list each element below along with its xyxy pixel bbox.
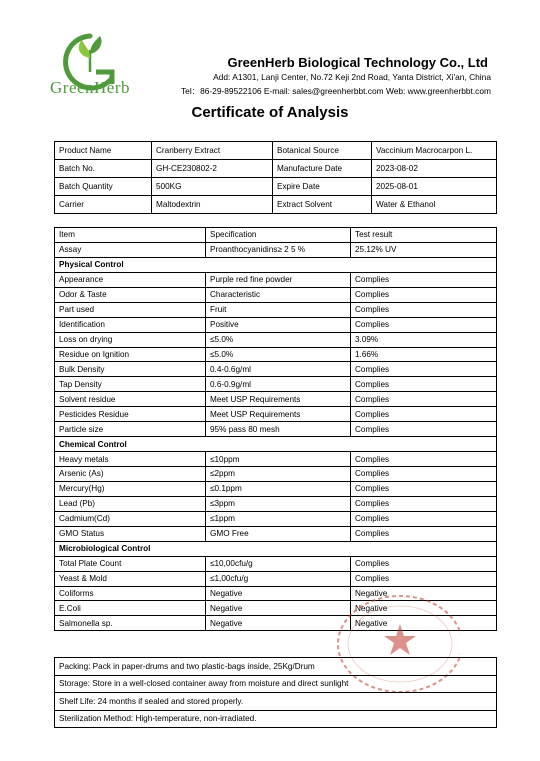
spec-result: Complies [351, 272, 497, 287]
spec-row [55, 422, 497, 437]
spec-specification: GMO Free [206, 526, 351, 541]
spec-row [55, 317, 497, 332]
spec-specification: Meet USP Requirements [206, 407, 351, 422]
spec-item: Lead (Pb) [55, 496, 206, 511]
spec-item: Part used [55, 302, 206, 317]
footer-note: Storage: Store in a well-closed container away from moisture and direct sunlight [55, 675, 497, 693]
spec-table [54, 227, 497, 631]
spec-result: Complies [351, 422, 497, 437]
spec-item: Salmonella sp. [55, 616, 206, 631]
spec-result: Negative [351, 586, 497, 601]
footer-row [55, 693, 497, 711]
spec-specification: Fruit [206, 302, 351, 317]
spec-row [55, 362, 497, 377]
spec-specification: Purple red fine powder [206, 272, 351, 287]
spec-row [55, 272, 497, 287]
footer-note: Packing: Pack in paper-drums and two plastic-bags inside, 25Kg/Drum [55, 658, 497, 676]
spec-section-row [55, 541, 497, 556]
spec-specification: ≤0.1ppm [206, 481, 351, 496]
info-row [55, 160, 497, 178]
spec-result: Complies [351, 362, 497, 377]
info-label: Expire Date [273, 178, 372, 196]
spec-result: Complies [351, 377, 497, 392]
footer-note: Sterilization Method: High-temperature, non-irradiated. [55, 710, 497, 728]
spec-result: Negative [351, 601, 497, 616]
spec-result: Complies [351, 287, 497, 302]
spec-header-specification: Specification [206, 228, 351, 243]
spec-result: 25.12% UV [351, 242, 497, 257]
info-label: Batch Quantity [55, 178, 152, 196]
spec-row [55, 332, 497, 347]
spec-specification: Proanthocyanidins≥ 2 5 % [206, 242, 351, 257]
spec-result: Complies [351, 317, 497, 332]
spec-row [55, 242, 497, 257]
spec-section-label: Chemical Control [55, 437, 497, 452]
spec-specification: ≤10ppm [206, 452, 351, 467]
spec-item: Identification [55, 317, 206, 332]
spec-result: 1.66% [351, 347, 497, 362]
info-label: Carrier [55, 196, 152, 214]
spec-specification: 0.6-0.9g/ml [206, 377, 351, 392]
document-title: Certificate of Analysis [191, 104, 349, 121]
spec-item: Residue on Ignition [55, 347, 206, 362]
spec-result: Complies [351, 302, 497, 317]
spec-specification: 95% pass 80 mesh [206, 422, 351, 437]
company-name: GreenHerb Biological Technology Co., Ltd [227, 55, 488, 70]
spec-row [55, 377, 497, 392]
spec-item: Assay [55, 242, 206, 257]
spec-specification: 0.4-0.6g/ml [206, 362, 351, 377]
footer-note: Shelf Life: 24 months if sealed and stored properly. [55, 693, 497, 711]
spec-result: Complies [351, 526, 497, 541]
info-value: GH-CE230802-2 [152, 160, 273, 178]
info-label: Manufacture Date [273, 160, 372, 178]
spec-row [55, 347, 497, 362]
spec-result: Complies [351, 467, 497, 482]
spec-row [55, 302, 497, 317]
spec-specification: Negative [206, 601, 351, 616]
info-value: Maltodextrin [152, 196, 273, 214]
info-value: Cranberry Extract [152, 142, 273, 160]
info-row [55, 142, 497, 160]
spec-specification: ≤3ppm [206, 496, 351, 511]
spec-result: Complies [351, 407, 497, 422]
spec-row [55, 467, 497, 482]
spec-specification: Positive [206, 317, 351, 332]
spec-item: Solvent residue [55, 392, 206, 407]
spec-item: Pesticides Residue [55, 407, 206, 422]
spec-item: Arsenic (As) [55, 467, 206, 482]
spec-specification: ≤2ppm [206, 467, 351, 482]
spec-result: Complies [351, 556, 497, 571]
spec-header-item: Item [55, 228, 206, 243]
info-value: Water & Ethanol [372, 196, 497, 214]
info-row [55, 196, 497, 214]
spec-row [55, 452, 497, 467]
spec-row [55, 526, 497, 541]
spec-specification: Negative [206, 616, 351, 631]
spec-section-label: Physical Control [55, 257, 497, 272]
logo-wordmark: GreenHerb [50, 78, 131, 97]
spec-result: Complies [351, 392, 497, 407]
spec-row [55, 407, 497, 422]
spec-row [55, 481, 497, 496]
spec-item: Total Plate Count [55, 556, 206, 571]
storage-info-table [54, 657, 497, 728]
spec-section-label: Microbiological Control [55, 541, 497, 556]
spec-specification: ≤5.0% [206, 332, 351, 347]
info-value: 2023-08-02 [372, 160, 497, 178]
info-label: Botanical Source [273, 142, 372, 160]
spec-row [55, 392, 497, 407]
spec-row [55, 511, 497, 526]
spec-item: Mercury(Hg) [55, 481, 206, 496]
spec-result: Complies [351, 511, 497, 526]
spec-header-result: Test result [351, 228, 497, 243]
spec-header-row [55, 228, 497, 243]
info-row [55, 178, 497, 196]
spec-specification: Negative [206, 586, 351, 601]
spec-section-row [55, 437, 497, 452]
info-label: Product Name [55, 142, 152, 160]
company-address: Add: A1301, Lanji Center, No.72 Keji 2nd Road, Yanta District, Xi'an, China [213, 72, 491, 82]
spec-specification: Meet USP Requirements [206, 392, 351, 407]
info-value: Vaccinium Macrocarpon L. [372, 142, 497, 160]
spec-specification: ≤5.0% [206, 347, 351, 362]
spec-specification: ≤1,00cfu/g [206, 571, 351, 586]
info-label: Batch No. [55, 160, 152, 178]
spec-specification: ≤1ppm [206, 511, 351, 526]
spec-result: Complies [351, 452, 497, 467]
spec-item: GMO Status [55, 526, 206, 541]
spec-item: Coliforms [55, 586, 206, 601]
spec-row [55, 287, 497, 302]
footer-row [55, 675, 497, 693]
spec-specification: ≤10,00cfu/g [206, 556, 351, 571]
product-info-table [54, 141, 497, 214]
spec-result: Negative [351, 616, 497, 631]
spec-item: E.Coli [55, 601, 206, 616]
footer-row [55, 710, 497, 728]
spec-item: Appearance [55, 272, 206, 287]
info-label: Extract Solvent [273, 196, 372, 214]
spec-item: Particle size [55, 422, 206, 437]
spec-section-row [55, 257, 497, 272]
spec-item: Cadmium(Cd) [55, 511, 206, 526]
spec-row [55, 496, 497, 511]
info-value: 500KG [152, 178, 273, 196]
footer-row [55, 658, 497, 676]
info-value: 2025-08-01 [372, 178, 497, 196]
company-contact: Tel：86-29-89522106 E-mail: sales@greenherbbt.com Web: www.greenherbbt.com [180, 86, 491, 96]
spec-item: Odor & Taste [55, 287, 206, 302]
spec-item: Yeast & Mold [55, 571, 206, 586]
spec-row [55, 556, 497, 571]
spec-item: Loss on drying [55, 332, 206, 347]
spec-result: 3.09% [351, 332, 497, 347]
spec-result: Complies [351, 571, 497, 586]
spec-item: Tap Density [55, 377, 206, 392]
spec-specification: Characteristic [206, 287, 351, 302]
spec-result: Complies [351, 481, 497, 496]
spec-item: Heavy metals [55, 452, 206, 467]
spec-item: Bulk Density [55, 362, 206, 377]
spec-result: Complies [351, 496, 497, 511]
